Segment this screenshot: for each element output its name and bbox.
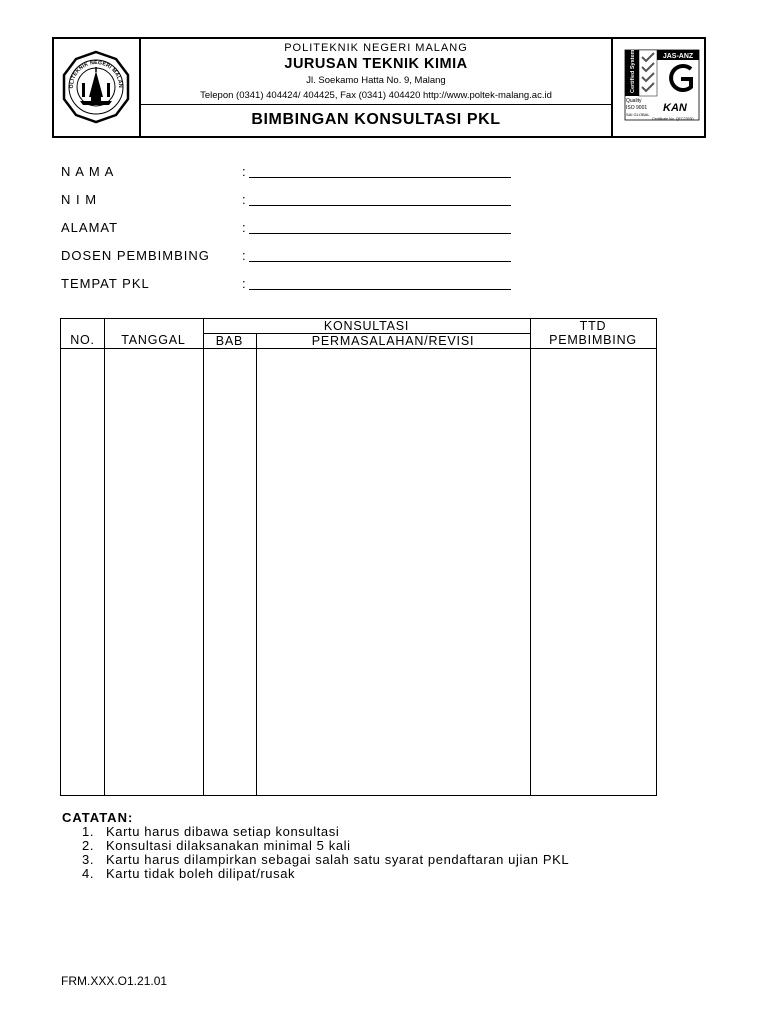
fill-line-dosen[interactable]	[249, 261, 511, 262]
logo-cell	[54, 39, 141, 136]
item-text: Kartu tidak boleh dilipat/rusak	[106, 866, 296, 881]
certification-cell	[613, 39, 704, 136]
field-label: ALAMAT	[61, 220, 119, 235]
col-header-no: NO.	[70, 333, 95, 347]
polinema-logo	[54, 39, 139, 136]
field-label: N A M A	[61, 164, 115, 179]
quality-label: Quality	[626, 98, 642, 104]
fill-line-nim[interactable]	[249, 205, 511, 206]
certified-system-label: Certified System	[630, 49, 636, 93]
list-item	[82, 867, 569, 881]
kan-label: KAN	[663, 102, 687, 114]
field-label: DOSEN PEMBIMBING	[61, 248, 210, 263]
item-text: Kartu harus dilampirkan sebagai salah satu syarat pendaftaran ujian PKL	[106, 852, 570, 867]
item-number: 1.	[82, 824, 95, 839]
list-item	[82, 839, 569, 853]
logo-text: OLITEKNIK NEGERI MALAN	[68, 59, 124, 89]
col-header-ttd: TTD	[579, 319, 607, 333]
field-alamat	[61, 220, 521, 236]
field-colon: :	[242, 248, 247, 263]
form-code: FRM.XXX.O1.21.01	[61, 974, 168, 988]
sai-global-label: SAI GLOBAL	[626, 112, 650, 117]
item-number: 4.	[82, 866, 95, 881]
item-text: Kartu harus dibawa setiap konsultasi	[106, 824, 340, 839]
document-header	[52, 37, 706, 138]
notes-list	[82, 825, 569, 881]
notes-title: CATATAN:	[62, 810, 134, 825]
field-colon: :	[242, 164, 247, 179]
field-colon: :	[242, 276, 247, 291]
field-dosen-pembimbing	[61, 248, 521, 264]
header-title-cell	[141, 39, 613, 136]
list-item	[82, 825, 569, 839]
department-name: JURUSAN TEKNIK KIMIA	[284, 56, 468, 72]
fill-line-alamat[interactable]	[249, 233, 511, 234]
item-number: 3.	[82, 852, 95, 867]
col-header-konsultasi: KONSULTASI	[323, 319, 410, 333]
col-header-tanggal: TANGGAL	[121, 333, 186, 347]
certificate-number: Certificate No. QEC23530	[652, 117, 694, 121]
address: Jl. Soekamo Hatta No. 9, Malang	[306, 75, 446, 86]
col-header-pembimbing: PEMBIMBING	[549, 333, 637, 347]
fill-line-nama[interactable]	[249, 177, 511, 178]
iso-label: ISO 9001	[626, 105, 648, 111]
iso-certification-badge	[613, 39, 704, 136]
header-divider	[141, 104, 611, 105]
institution-name: POLITEKNIK NEGERI MALANG	[284, 42, 468, 54]
consultation-table	[60, 318, 657, 796]
list-item	[82, 853, 569, 867]
field-nama	[61, 164, 521, 180]
field-label: TEMPAT PKL	[61, 276, 150, 291]
item-text: Konsultasi dilaksanakan minimal 5 kali	[106, 838, 351, 853]
jas-anz-label: JAS-ANZ	[662, 53, 694, 60]
col-header-permasalahan: PERMASALAHAN/REVISI	[311, 334, 475, 348]
table-body-writing-area[interactable]	[61, 349, 656, 795]
col-header-bab: BAB	[215, 334, 244, 348]
field-tempat-pkl	[61, 276, 521, 292]
field-colon: :	[242, 192, 247, 207]
item-number: 2.	[82, 838, 95, 853]
document-title: BIMBINGAN KONSULTASI PKL	[251, 111, 501, 128]
field-colon: :	[242, 220, 247, 235]
field-label: N I M	[61, 192, 98, 207]
fill-line-tempat-pkl[interactable]	[249, 289, 511, 290]
field-nim	[61, 192, 521, 208]
contact-info: Telepon (0341) 404424/ 404425, Fax (0341) 404420 http://www.poltek-malang.ac.id	[200, 90, 552, 101]
